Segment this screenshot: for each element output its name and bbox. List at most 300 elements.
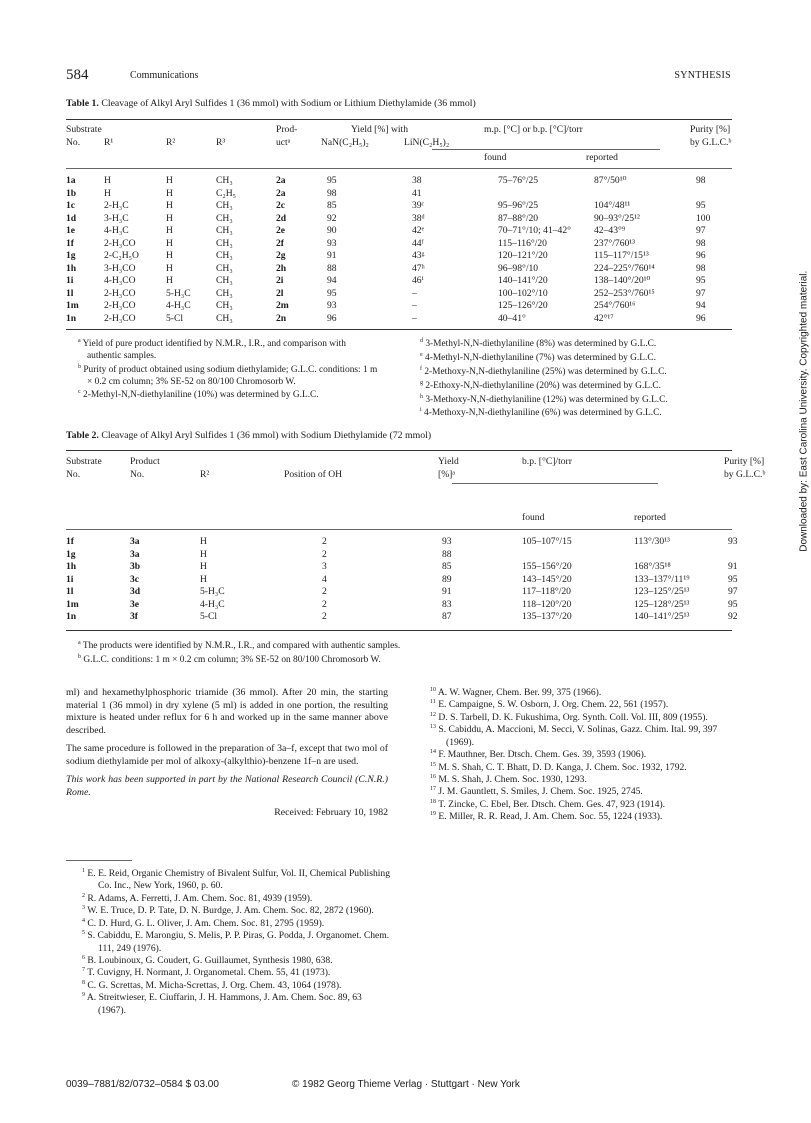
table-cell: 70–71°/10; 41–42° (498, 225, 571, 236)
table-cell: 95 (696, 275, 706, 286)
section-name: Communications (130, 70, 199, 81)
reference-text: E. E. Reid, Organic Chemistry of Bivalent Sulfur, Vol. II, Chemical Publishing Co. Inc., New York, 1960, p. 60. (87, 868, 390, 892)
th2-yield-unit: [%]ᵃ (438, 468, 456, 480)
table-row (66, 250, 732, 263)
table-cell: 2-H₃CO (104, 287, 136, 299)
table-cell: 105–107°/15 (522, 536, 572, 547)
reference (82, 955, 392, 967)
footnote (420, 407, 732, 420)
table-cell: 39ᶜ (412, 200, 425, 211)
footnote (78, 389, 378, 402)
reference-text: B. Loubinoux, G. Coudert, G. Guillaumet, Synthesis 1980, 638. (87, 954, 333, 966)
footnote-mark: e (420, 351, 423, 358)
table-row (66, 599, 782, 612)
table-cell: 3b (130, 561, 141, 572)
reference-number: 10 (430, 687, 436, 693)
table-cell: 98 (696, 175, 706, 186)
table-cell: 2 (322, 536, 327, 547)
th-r2: R² (166, 136, 176, 148)
table-cell: 83 (442, 598, 452, 610)
table-cell: 93 (327, 300, 337, 311)
table-cell (676, 188, 732, 201)
th2-substrate: Substrate (66, 456, 102, 467)
table-cell: H (166, 187, 173, 199)
table-cell: 87–88°/20 (498, 212, 539, 224)
table-cell (724, 549, 782, 562)
table-cell: 2i (276, 275, 284, 286)
footnote-text: 2-Methoxy-N,N-diethylaniline (25%) was determined by G.L.C. (424, 366, 667, 377)
body-paragraph: The same procedure is followed in the preparation of 3a–f, except that two mol of sodium diethylamide per mol of alkoxy-(alkylthio)-benzene 1f–n are used. (66, 743, 388, 767)
table-cell: 1m (66, 598, 79, 610)
reference-text: C. D. Hurd, G. L. Oliver, J. Am. Chem. Soc. 81, 2795 (1959). (87, 917, 325, 929)
footnote (420, 394, 732, 407)
table-cell: 100–102°/10 (498, 287, 548, 299)
reference (430, 786, 730, 798)
table-cell: H (166, 250, 173, 261)
table-cell: H (166, 212, 173, 224)
table-cell: 118–120°/20 (522, 598, 572, 610)
th2-r2: R² (200, 468, 210, 480)
table-cell: 38 (412, 175, 422, 186)
th-purity: Purity [%] (690, 124, 731, 135)
table-cell: 96 (696, 250, 706, 261)
table-row (66, 275, 732, 288)
table1-mp-rule (432, 149, 660, 150)
reference-text: W. E. Truce, D. P. Tate, D. N. Burdge, J. Am. Chem. Soc. 82, 2872 (1960). (87, 905, 374, 917)
table-cell: H (200, 573, 207, 585)
table-row (66, 561, 782, 574)
th-prod: Prod- (276, 124, 298, 135)
table-cell: 92 (728, 611, 738, 622)
table-cell: C₂H₅ (216, 187, 237, 199)
reference-number: 6 (82, 954, 85, 961)
reference (82, 918, 392, 930)
reference (82, 893, 392, 905)
table-cell: 2h (276, 262, 287, 274)
th2-position: Position of OH (284, 468, 343, 480)
table-cell: 3-H₃C (104, 212, 129, 224)
footnote-mark: b (78, 363, 81, 370)
th-uct: uctᵃ (276, 136, 291, 148)
table-cell: 2-H₃CO (104, 312, 136, 324)
table2-head-rule (66, 529, 732, 530)
table-cell: 90 (327, 225, 337, 236)
table-cell: 5-Cl (166, 312, 184, 324)
th-by-glc: by G.L.C.ᵇ (690, 136, 732, 148)
reference-number: 3 (82, 905, 85, 912)
th2-no: No. (66, 468, 81, 480)
reference-text: S. Cabiddu, E. Marongiu, S. Melis, P. P. Piras, G. Podda, J. Organomet. Chem. 111, 249 (1976). (87, 930, 390, 954)
table-cell: 85 (442, 561, 452, 572)
reference-number: 13 (430, 724, 436, 731)
table-cell: CH₃ (216, 287, 233, 299)
table-cell: CH₃ (216, 250, 233, 261)
table1-header (66, 124, 732, 149)
table-row (66, 313, 732, 326)
table-cell: 140–141°/25¹³ (634, 611, 690, 622)
footnote-mark: g (420, 379, 423, 386)
table-cell: 1d (66, 212, 77, 224)
table-cell: 91 (728, 561, 738, 572)
footnote-mark: b (78, 653, 81, 660)
footnote-rule (66, 860, 132, 861)
reference-text: S. Cabiddu, A. Maccioni, M. Secci, V. Solinas, Gazz. Chim. Ital. 99, 397 (1969). (438, 724, 718, 748)
reference-text: M. S. Shah, J. Chem. Soc. 1930, 1293. (438, 774, 587, 786)
table-cell (586, 188, 676, 201)
table-cell: 44ᶠ (412, 237, 424, 249)
reference-number: 18 (430, 798, 436, 805)
reference (430, 762, 730, 774)
reference-number: 7 (82, 967, 85, 974)
table-cell: 2 (322, 598, 327, 610)
th-mp: m.p. [°C] or b.p. [°C]/torr (484, 124, 583, 135)
table-cell: 40–41° (498, 312, 526, 324)
footnote (78, 364, 378, 389)
table2-top-rule (66, 450, 732, 451)
table-row (66, 225, 732, 238)
table1-body (66, 175, 732, 325)
reference (82, 930, 392, 955)
table-row (66, 574, 782, 587)
footer-copyright: © 1982 Georg Thieme Verlag · Stuttgart · New York (292, 1079, 520, 1090)
table-cell: 96–98°/10 (498, 262, 539, 274)
table-cell: H (166, 275, 173, 286)
table-cell: 138–140°/20¹⁰ (594, 275, 651, 286)
table-cell: 104°/48¹¹ (594, 200, 631, 211)
reference-text: A. Streitwieser, E. Ciuffarin, J. H. Hammons, J. Am. Chem. Soc. 89, 63 (1967). (86, 992, 362, 1016)
table-cell: 1n (66, 611, 77, 622)
table-cell: 100 (696, 212, 711, 224)
reference-number: 1 (82, 868, 85, 874)
table-cell: 1h (66, 561, 77, 572)
table-cell: 98 (696, 262, 706, 274)
table-cell: 95 (728, 573, 738, 585)
table-cell: 5-H₃C (166, 287, 191, 299)
table-cell: 1b (66, 187, 77, 199)
table-cell: 120–121°/20 (498, 250, 548, 261)
th-yield-with: Yield [%] with (351, 124, 409, 135)
table-cell: 125–126°/20 (498, 300, 548, 311)
th2-by-glc: by G.L.C.ᵇ (724, 468, 766, 480)
table-cell: 4-H₃CO (104, 275, 136, 286)
table-cell: 252–253°/760¹⁵ (594, 287, 655, 299)
table-cell: 1g (66, 250, 76, 261)
reference (430, 724, 730, 749)
table-cell: 1e (66, 225, 76, 236)
table-cell: 91 (327, 250, 337, 261)
table-cell: 2a (276, 175, 286, 186)
table-cell: 5-H₃C (200, 586, 225, 597)
reference-number: 15 (430, 761, 436, 768)
table-cell: 94 (327, 275, 337, 286)
table-cell: 97 (728, 586, 738, 597)
th-lin: LiN(C₂H₅)₂ (404, 136, 450, 148)
table-cell: 91 (442, 586, 452, 597)
table-cell: 98 (327, 187, 337, 199)
table-cell: 2-H₃CO (104, 300, 136, 311)
footnote (420, 366, 732, 379)
th2-bp: b.p. [°C]/torr (522, 456, 572, 467)
table-cell: 140–141°/20 (498, 275, 548, 286)
footnote-text: 2-Ethoxy-N,N-diethylaniline (20%) was determined by G.L.C. (425, 380, 661, 391)
table-cell: 1l (66, 586, 74, 597)
table-row (66, 200, 732, 213)
table-cell: 93 (442, 536, 452, 547)
table-row (66, 536, 782, 549)
table-cell: 95 (327, 287, 337, 299)
table-cell: H (200, 561, 207, 572)
table-cell: 123–125°/25¹³ (634, 586, 690, 597)
th-r1: R¹ (104, 136, 114, 148)
table-cell: H (166, 200, 173, 211)
table-cell: 115–116°/20 (498, 237, 547, 249)
table-cell: 1a (66, 175, 76, 186)
table1-notes-left (78, 338, 378, 403)
table-cell: 2a (276, 187, 286, 199)
table-row (66, 188, 732, 201)
table-cell: 3a (130, 536, 140, 547)
table-cell: H (166, 262, 173, 274)
table-row (66, 300, 732, 313)
table-cell: CH₃ (216, 312, 233, 324)
table-cell: 95 (728, 598, 738, 610)
table2-label: Table 2. (66, 430, 99, 441)
footer-code: 0039–7881/82/0732–0584 $ 03.00 (66, 1079, 219, 1090)
th2-reported: reported (634, 512, 666, 523)
table-cell: 96 (327, 312, 337, 324)
table-cell: 94 (696, 300, 706, 311)
table-cell: 1c (66, 200, 76, 211)
table-cell: CH₃ (216, 200, 233, 211)
table-cell: 43ᵍ (412, 250, 425, 261)
table-cell: CH₃ (216, 300, 233, 311)
table-cell: CH₃ (216, 237, 233, 249)
table-cell: 85 (327, 200, 337, 211)
footnote-text: 3-Methoxy-N,N-diethylaniline (12%) was determined by G.L.C. (425, 394, 668, 405)
reference-text: F. Mauthner, Ber. Dtsch. Chem. Ges. 39, 3593 (1906). (438, 749, 647, 761)
table-cell: 2 (322, 586, 327, 597)
footnote-text: 4-Methyl-N,N-diethylaniline (7%) was determined by G.L.C. (425, 353, 656, 363)
table-cell: 2 (322, 611, 327, 622)
table-cell: 89 (442, 573, 452, 585)
footnote-mark: f (420, 365, 422, 372)
reference-text: E. Campaigne, S. W. Osborn, J. Org. Chem. 22, 561 (1957). (438, 699, 669, 711)
table-cell: 95 (327, 175, 337, 186)
table-cell: 2 (322, 548, 327, 560)
footnote (78, 654, 678, 667)
table-cell: 2f (276, 237, 284, 249)
th2-product: Product (130, 456, 160, 467)
th-r3: R³ (216, 136, 226, 148)
th2-yield: Yield (438, 456, 459, 467)
received-date: Received: February 10, 1982 (274, 807, 388, 819)
table-cell: 1n (66, 312, 77, 324)
footnote-mark: d (420, 338, 423, 344)
table-row (66, 586, 782, 599)
reference-number: 19 (430, 811, 436, 818)
table-cell: 75–76°/25 (498, 175, 539, 186)
reference-number: 16 (430, 773, 436, 780)
table-cell: 2e (276, 225, 286, 236)
reference-text: R. Adams, A. Ferretti, J. Am. Chem. Soc. 81, 4939 (1959). (87, 892, 313, 904)
table-cell: 1i (66, 275, 74, 286)
table-cell: H (200, 548, 207, 560)
table-cell: 4 (322, 573, 327, 585)
table-cell: 3d (130, 586, 141, 597)
table-cell: 4-H₃C (200, 598, 225, 610)
reference-text: J. M. Gauntlett, S. Smiles, J. Chem. Soc. 1925, 2745. (438, 786, 643, 798)
table-cell: 115–117°/15¹³ (594, 250, 649, 261)
table-cell: 1i (66, 573, 74, 585)
reference-text: T. Cuvigny, H. Normant, J. Organometal. Chem. 55, 41 (1973). (87, 967, 331, 979)
table-cell: 2g (276, 250, 286, 261)
th-reported: reported (586, 152, 618, 163)
table-cell: 1m (66, 300, 79, 311)
reference-number: 5 (82, 930, 85, 937)
table-cell: H (166, 175, 173, 186)
table2-caption (66, 430, 431, 442)
acknowledgement: This work has been supported in part by the National Research Council (C.N.R.) Rome. (66, 774, 388, 798)
table1-head-rule (66, 168, 732, 169)
reference-number: 17 (430, 786, 436, 793)
table-cell: 2-H₃C (104, 200, 129, 211)
table-cell: H (166, 225, 173, 236)
reference-number: 11 (430, 699, 436, 706)
reference-text: C. G. Screttas, M. Micha-Screttas, J. Org. Chem. 43, 1064 (1978). (87, 979, 342, 991)
table-row (66, 175, 732, 188)
table-cell: 4-H₃C (104, 225, 129, 236)
table-cell: 2l (276, 287, 284, 299)
table-cell: 95 (696, 200, 706, 211)
table-cell: 1g (66, 548, 76, 560)
th2-purity: Purity [%] (724, 456, 765, 467)
th-no: No. (66, 136, 81, 148)
reference (82, 905, 392, 917)
page-number: 584 (66, 67, 89, 83)
reference-number: 4 (82, 917, 85, 924)
table-cell: – (412, 287, 417, 299)
table-cell: 2-C₂H₅O (104, 250, 139, 261)
table1-subheader (66, 152, 732, 165)
footnote-text: 3-Methyl-N,N-diethylaniline (8%) was determined by G.L.C. (425, 339, 657, 350)
table1-bottom-rule (66, 329, 732, 330)
table-cell: 87 (442, 611, 452, 622)
table-cell: H (200, 536, 207, 547)
table-cell: 3-H₃CO (104, 262, 136, 274)
table-cell: 4-H₃C (166, 300, 191, 311)
reference (82, 980, 392, 992)
reference (430, 749, 730, 761)
table-cell: 47ʰ (412, 262, 425, 274)
references-left (82, 868, 392, 1017)
table-cell: 2n (276, 312, 287, 324)
table-cell: 42ᵉ (412, 225, 425, 236)
footnote (420, 380, 732, 393)
table-cell: 3 (322, 561, 327, 572)
table-cell: 42–43°⁹ (594, 225, 626, 236)
table-cell: CH₃ (216, 212, 233, 224)
reference-text: D. S. Tarbell, D. K. Fukushima, Org. Synth. Coll. Vol. III, 809 (1955). (438, 712, 708, 724)
table2-caption-text: Cleavage of Alkyl Aryl Sulfides 1 (36 mmol) with Sodium Diethylamide (72 mmol) (101, 430, 432, 441)
table-cell: 113°/30¹³ (634, 536, 670, 547)
table-cell: 2d (276, 212, 287, 224)
table-cell: 2-H₃CO (104, 237, 136, 249)
reference-text: A. W. Wagner, Chem. Ber. 99, 375 (1966). (437, 687, 602, 699)
table1-label: Table 1. (66, 98, 99, 109)
table-cell: 97 (696, 225, 706, 236)
reference (430, 811, 730, 823)
reference (82, 967, 392, 979)
table-cell: 3a (130, 548, 140, 560)
table-cell: 92 (327, 212, 337, 224)
table-cell: – (412, 312, 417, 324)
body-paragraph: ml) and hexamethylphosphoric triamide (36 mmol). After 20 min, the starting material 1 (36 mmol) in dry xylene (5 ml) is added in one portion, the resulting mixture is heated under reflux for 6 h and worked up in the same manner above described. (66, 687, 388, 736)
reference-number: 12 (430, 711, 436, 718)
reference-text: M. S. Shah, C. T. Bhatt, D. D. Kanga, J. Chem. Soc. 1932, 1792. (438, 761, 687, 773)
reference-text: T. Zincke, C. Ebel, Ber. Dtsch. Chem. Ges. 47, 923 (1914). (438, 799, 666, 811)
table-cell: H (104, 175, 111, 186)
footnote-mark: h (420, 393, 423, 400)
table-cell: CH₃ (216, 262, 233, 274)
table-row (66, 263, 732, 276)
footnote-text: Purity of product obtained using sodium diethylamide; G.L.C. conditions: 1 m × 0.2 cm column; 3% SE-52 on 80/100 Chromosorb W. (83, 364, 378, 387)
table1-top-rule (66, 119, 732, 120)
table-cell: 155–156°/20 (522, 561, 572, 572)
table-cell: 224–225°/760¹⁴ (594, 262, 655, 274)
table-cell: 93 (728, 536, 738, 547)
table1-caption (66, 98, 476, 110)
table-cell: 1f (66, 237, 74, 249)
table2-bp-rule (452, 483, 658, 484)
reference (430, 712, 730, 724)
journal-name: SYNTHESIS (674, 70, 731, 81)
th-substrate: Substrate (66, 124, 102, 135)
table-cell: – (412, 300, 417, 311)
footnote-mark: a (78, 640, 81, 646)
table1-caption-text: Cleavage of Alkyl Aryl Sulfides 1 (36 mmol) with Sodium or Lithium Diethylamide (36 mmol) (101, 98, 476, 109)
th-nan: NaN(C₂H₅)₂ (321, 136, 369, 148)
table-cell: 125–128°/25¹³ (634, 598, 690, 610)
body-text (66, 687, 388, 826)
th2-found: found (522, 512, 545, 523)
table-cell: 96 (696, 312, 706, 324)
footnote (78, 338, 378, 363)
table2-bottom-rule (66, 630, 732, 631)
reference-number: 8 (82, 979, 85, 986)
table-cell: H (166, 237, 173, 249)
table-cell: 237°/760¹³ (594, 237, 636, 249)
table-cell: 90–93°/25¹² (594, 212, 640, 224)
table-cell: 5-Cl (200, 611, 218, 622)
table-cell: CH₃ (216, 275, 233, 286)
references-right (430, 687, 730, 824)
reference-number: 9 (82, 992, 85, 999)
footnote (78, 640, 678, 653)
table-cell (476, 188, 586, 201)
reference (82, 868, 392, 893)
table-cell: CH₃ (216, 175, 233, 186)
table2-subheader (66, 512, 782, 525)
reference-number: 2 (82, 892, 85, 899)
footnote-text: The products were identified by N.M.R., I.R., and compared with authentic samples. (82, 641, 401, 652)
table-cell: 168°/35¹⁸ (634, 561, 671, 572)
reference-text: E. Miller, R. R. Read, J. Am. Chem. Soc. 55, 1224 (1933). (438, 811, 663, 823)
table-cell: 117–118°/20 (522, 586, 571, 597)
table-cell: 3f (130, 611, 138, 622)
table-cell: H (104, 187, 111, 199)
footnote-text: 2-Methyl-N,N-diethylaniline (10%) was determined by G.L.C. (83, 390, 319, 401)
table-cell: 98 (696, 237, 706, 249)
